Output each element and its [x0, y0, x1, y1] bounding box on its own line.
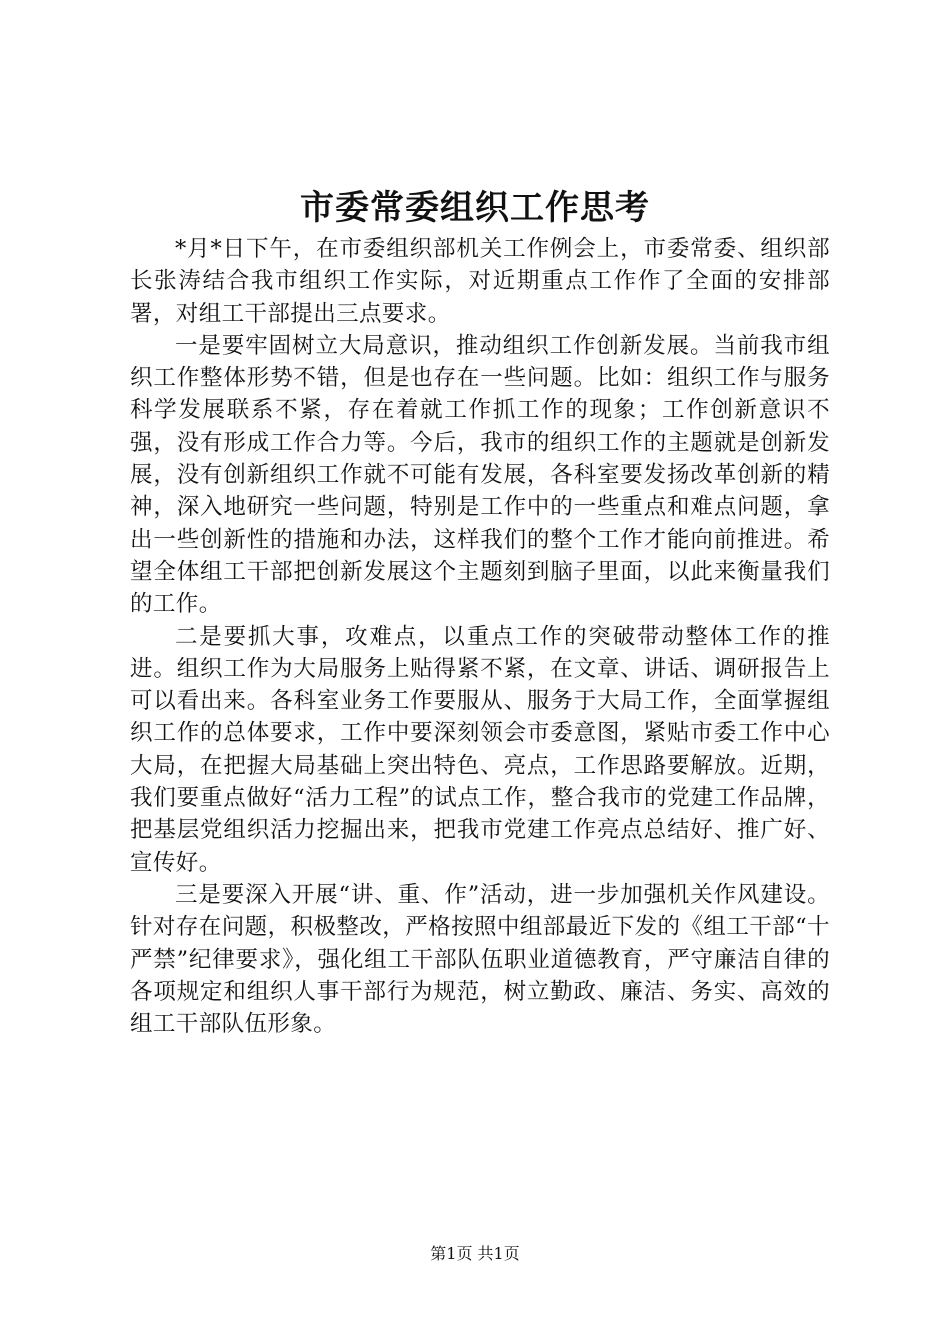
paragraph-intro: *月*日下午，在市委组织部机关工作例会上，市委常委、组织部长张涛结合我市组织工作实际，对近期重点工作作了全面的安排部署，对组工干部提出三点要求。 — [130, 236, 830, 327]
paragraph-point-one: 一是要牢固树立大局意识，推动组织工作创新发展。当前我市组织工作整体形势不错，但是也存在一些问题。比如：组织工作与服务科学发展联系不紧，存在着就工作抓工作的现象；工作创新意识不强，没有形成工作合力等。今后，我市的组织工作的主题就是创新发展，没有创新组织工作就不可能有发展，各科室要发扬改革创新的精神，深入地研究一些问题，特别是工作中的一些重点和难点问题，拿出一些创新性的措施和办法，这样我们的整个工作才能向前推进。希望全体组工干部把创新发展这个主题刻到脑子里面，以此来衡量我们的工作。 — [130, 332, 830, 618]
page-footer: 第1页 共1页 — [430, 1244, 520, 1263]
document-title: 市委常委组织工作思考 — [300, 188, 650, 228]
paragraph-point-two: 二是要抓大事，攻难点，以重点工作的突破带动整体工作的推进。组织工作为大局服务上贴得紧不紧，在文章、讲话、调研报告上可以看出来。各科室业务工作要服从、服务于大局工作，全面掌握组织工作的总体要求，工作中要深刻领会市委意图，紧贴市委工作中心大局，在把握大局基础上突出特色、亮点，工作思路要解放。近期，我们要重点做好“活力工程”的试点工作，整合我市的党建工作品牌，把基层党组织活力挖掘出来，把我市党建工作亮点总结好、推广好、宣传好。 — [130, 623, 830, 876]
paragraph-point-three: 三是要深入开展“讲、重、作”活动，进一步加强机关作风建设。针对存在问题，积极整改，严格按照中组部最近下发的《组工干部“十严禁”纪律要求》，强化组工干部队伍职业道德教育，严守廉洁自律的各项规定和组织人事干部行为规范，树立勤政、廉洁、务实、高效的组工干部队伍形象。 — [130, 881, 830, 1038]
document-body — [130, 233, 830, 1040]
